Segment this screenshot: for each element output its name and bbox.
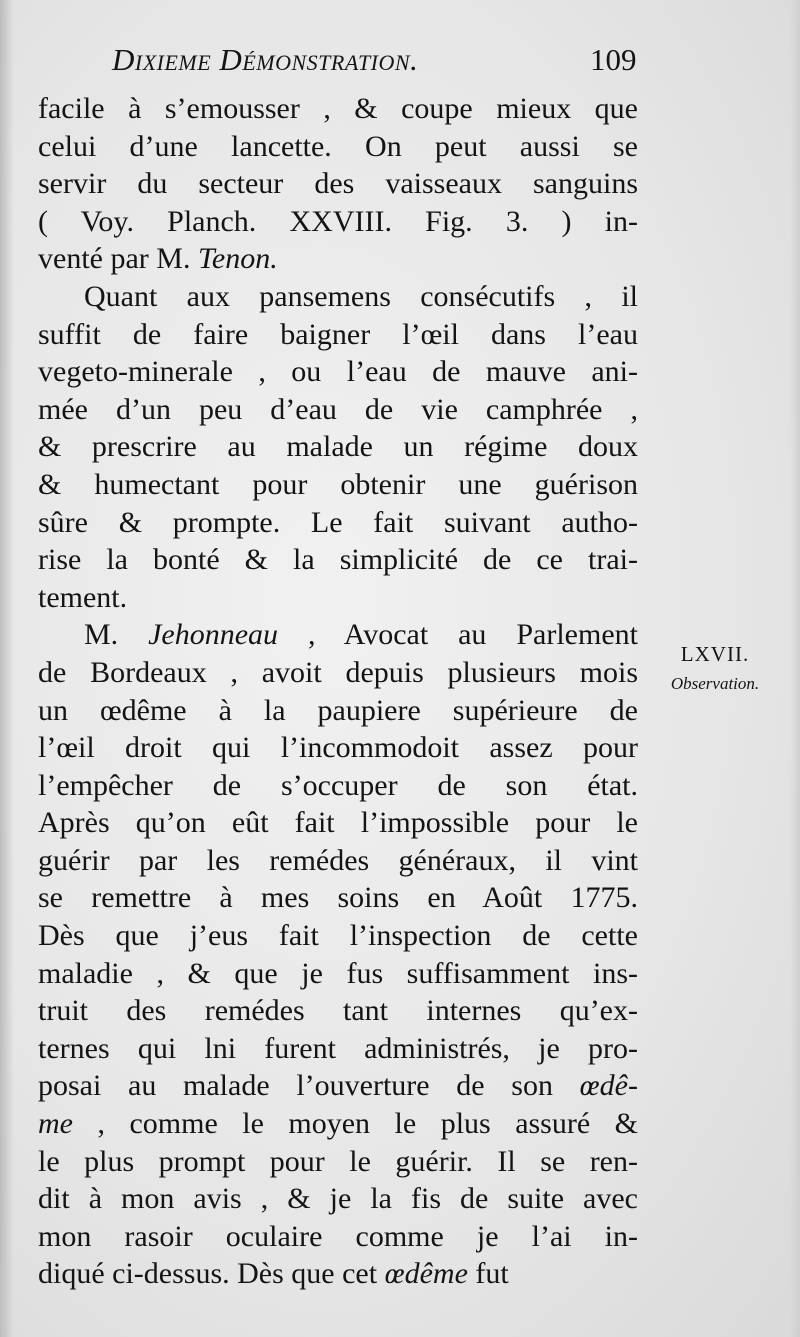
text-line xyxy=(38,616,638,654)
text-run: fut xyxy=(467,1257,509,1291)
text-run: truit des remédes tant internes qu’ex- xyxy=(38,994,638,1028)
text-run: ternes qui lni furent administrés, je pro- xyxy=(38,1031,638,1065)
text-run: rise la bonté & la simplicité de ce trai- xyxy=(38,543,638,577)
text-line xyxy=(38,165,638,203)
text-run: & prescrire au malade un régime doux xyxy=(38,430,638,464)
page-number: 109 xyxy=(590,42,637,77)
text-line xyxy=(38,316,638,354)
text-line xyxy=(38,541,638,579)
text-line xyxy=(38,1030,638,1068)
text-run: Après qu’on eût fait l’impossible pour le xyxy=(38,806,638,840)
text-run: & humectant pour obtenir une guérison xyxy=(38,467,638,501)
running-head-title: Dixieme Démonstration. xyxy=(112,42,419,77)
text-line xyxy=(38,1105,638,1143)
italic-text: œdê- xyxy=(579,1069,638,1103)
text-run: servir du secteur des vaisseaux sanguins xyxy=(38,167,638,201)
text-run: l’œil droit qui l’incommodoit assez pour xyxy=(38,731,638,765)
running-head xyxy=(112,42,652,92)
text-line xyxy=(38,1180,638,1218)
text-run: le plus prompt pour le guérir. Il se ren- xyxy=(38,1144,638,1178)
text-line xyxy=(38,1255,638,1293)
text-run: ( Voy. Planch. XXVIII. Fig. 3. ) in- xyxy=(38,204,638,238)
text-line xyxy=(38,729,638,767)
text-line xyxy=(38,203,638,241)
italic-text: œdême xyxy=(384,1257,468,1291)
text-line xyxy=(38,1143,638,1181)
text-run: facile à s’emousser , & coupe mieux que xyxy=(38,92,638,125)
text-line xyxy=(38,1067,638,1105)
text-run: mon rasoir oculaire comme je l’ai in- xyxy=(38,1219,638,1253)
text-run: diqué ci-dessus. Dès que cet xyxy=(38,1257,385,1291)
text-run: M. xyxy=(84,618,149,652)
text-line xyxy=(38,466,638,504)
text-line xyxy=(38,579,638,617)
text-run: sûre & prompte. Le fait suivant autho- xyxy=(38,505,638,539)
text-run: , Avocat au Parlement xyxy=(278,618,638,652)
text-run: suffit de faire baigner l’œil dans l’eau xyxy=(38,317,638,351)
body-text xyxy=(38,90,638,1293)
italic-text: Jehonneau xyxy=(148,618,279,652)
text-run: guérir par les remédes généraux, il vint xyxy=(38,843,638,877)
text-line xyxy=(38,90,638,128)
text-line xyxy=(38,1218,638,1256)
text-line xyxy=(38,842,638,880)
text-line xyxy=(38,278,638,316)
text-run: de Bordeaux , avoit depuis plusieurs mois xyxy=(38,655,638,689)
page-edge-shadow-left xyxy=(0,0,14,1337)
text-line xyxy=(38,240,638,278)
text-line xyxy=(38,992,638,1030)
text-run: venté par M. xyxy=(38,242,198,276)
margin-note-label: Observation. xyxy=(670,674,760,693)
text-line xyxy=(38,391,638,429)
page-edge-shadow-right xyxy=(790,0,800,1337)
italic-text: Tenon. xyxy=(197,242,278,276)
italic-text: me xyxy=(38,1107,73,1141)
text-run: se remettre à mes soins en Août 1775. xyxy=(38,881,638,915)
text-run: tement. xyxy=(38,580,128,614)
text-run: un œdême à la paupiere supérieure de xyxy=(38,693,638,727)
text-run: vegeto-minerale , ou l’eau de mauve ani- xyxy=(38,355,638,389)
text-line xyxy=(38,353,638,391)
text-line xyxy=(38,504,638,542)
margin-note-number: LXVII. xyxy=(680,642,750,666)
text-run: dit à mon avis , & je la fis de suite avec xyxy=(38,1182,638,1216)
text-run: maladie , & que je fus suffisamment ins- xyxy=(38,956,638,990)
text-line xyxy=(38,879,638,917)
text-line xyxy=(38,428,638,466)
text-line xyxy=(38,917,638,955)
text-run: celui d’une lancette. On peut aussi se xyxy=(38,129,638,163)
text-run: posai au malade l’ouverture de son xyxy=(38,1069,580,1103)
text-line xyxy=(38,767,638,805)
text-line xyxy=(38,804,638,842)
text-line xyxy=(38,128,638,166)
text-line xyxy=(38,955,638,993)
text-run: Quant aux pansemens consécutifs , il xyxy=(84,279,638,313)
text-line xyxy=(38,654,638,692)
text-run: , comme le moyen le plus assuré & xyxy=(72,1107,638,1141)
text-line xyxy=(38,692,638,730)
text-run: mée d’un peu d’eau de vie camphrée , xyxy=(38,392,638,426)
margin-note xyxy=(650,640,780,696)
text-run: Dès que j’eus fait l’inspection de cette xyxy=(38,919,638,953)
text-run: l’empêcher de s’occuper de son état. xyxy=(38,768,638,802)
